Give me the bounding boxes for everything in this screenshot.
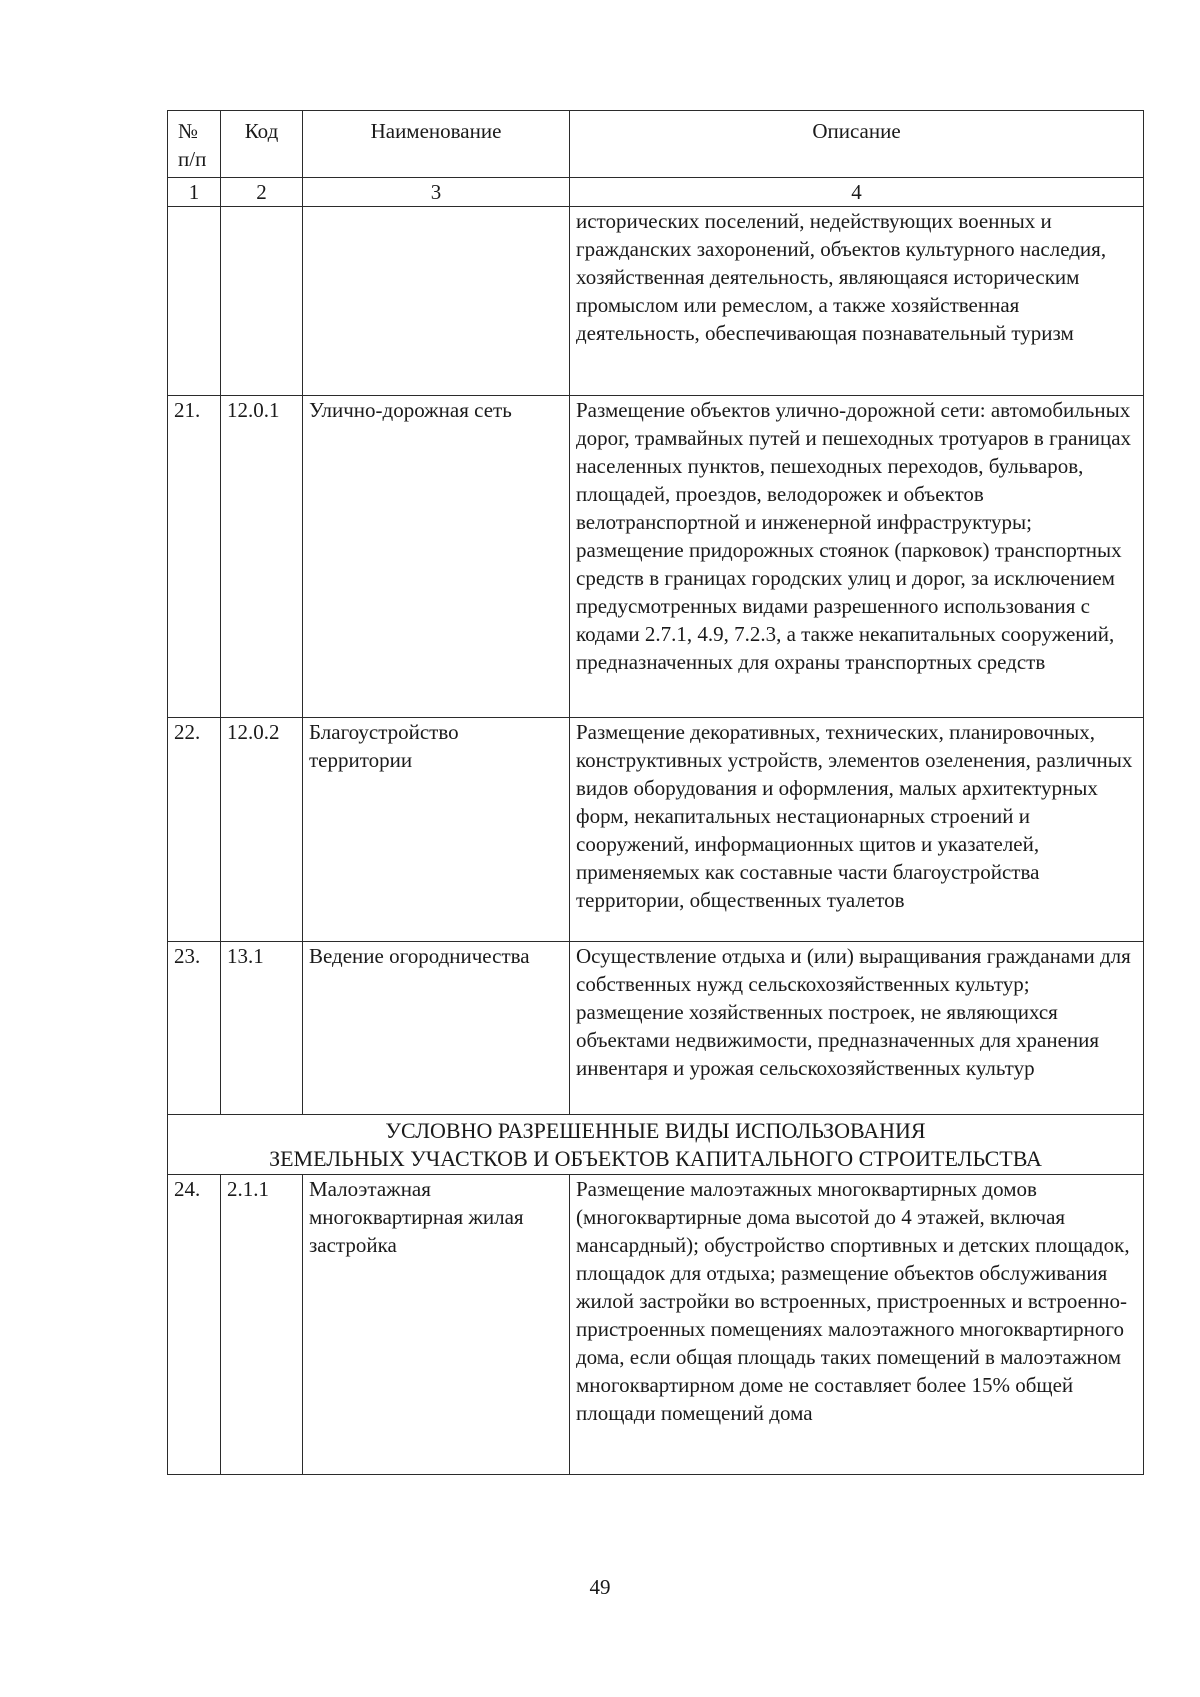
cell-num: 21. [168,396,221,718]
table-row [168,396,1144,718]
section-heading [168,1115,1144,1175]
section-heading-row [168,1115,1144,1175]
cell-description: Размещение малоэтажных многоквартирных домов (многоквартирные дома высотой до 4 этажей, включая мансардный); обустройство спортивных и детских площадок, площадок для отдыха; размещение объектов обслуживания жилой застройки во встроенных, пристроенных и встроенно-пристроенных помещениях малоэтажного многоквартирного дома, если общая площадь таких помещений в малоэтажном многоквартирном доме не составляет более 15% общей площади помещений дома [570,1175,1144,1475]
cell-num [168,207,221,396]
cell-num: 23. [168,942,221,1115]
header-number [168,111,221,178]
land-use-table [167,110,1144,1475]
cell-code: 13.1 [221,942,303,1115]
section-heading-line1: УСЛОВНО РАЗРЕШЕННЫЕ ВИДЫ ИСПОЛЬЗОВАНИЯ [385,1118,926,1143]
cell-name: Ведение огородничества [303,942,570,1115]
cell-description: Осуществление отдыха и (или) выращивания гражданами для собственных нужд сельскохозяйственных культур; размещение хозяйственных построек, не являющихся объектами недвижимости, предназначенных для хранения инвентаря и урожая сельскохозяйственных культур [570,942,1144,1115]
table-header-row [168,111,1144,178]
cell-code: 2.1.1 [221,1175,303,1475]
cell-name: Малоэтажная многоквартирная жилая застройка [303,1175,570,1475]
column-number: 1 [168,178,221,207]
table-row [168,942,1144,1115]
header-code: Код [221,111,303,178]
table-row [168,1175,1144,1475]
column-number: 2 [221,178,303,207]
cell-code [221,207,303,396]
column-number: 4 [570,178,1144,207]
header-number-line2: п/п [178,147,207,171]
cell-description: исторических поселений, недействующих военных и гражданских захоронений, объектов культурного наследия, хозяйственная деятельность, являющаяся историческим промыслом или ремеслом, а также хозяйственная деятельность, обеспечивающая познавательный туризм [570,207,1144,396]
cell-name: Благоустройство территории [303,718,570,942]
header-number-line1: № [178,119,199,143]
column-numbers-row [168,178,1144,207]
cell-name: Улично-дорожная сеть [303,396,570,718]
header-description: Описание [570,111,1144,178]
table-row [168,718,1144,942]
cell-code: 12.0.2 [221,718,303,942]
column-number: 3 [303,178,570,207]
cell-description: Размещение объектов улично-дорожной сети: автомобильных дорог, трамвайных путей и пешеходных тротуаров в границах населенных пунктов, пешеходных переходов, бульваров, площадей, проездов, велодорожек и объектов велотранспортной и инженерной инфраструктуры; размещение придорожных стоянок (парковок) транспортных средств в границах городских улиц и дорог, за исключением предусмотренных видами разрешенного использования с кодами 2.7.1, 4.9, 7.2.3, а также некапитальных сооружений, предназначенных для охраны транспортных средств [570,396,1144,718]
header-name: Наименование [303,111,570,178]
table-row-continuation [168,207,1144,396]
section-heading-line2: ЗЕМЕЛЬНЫХ УЧАСТКОВ И ОБЪЕКТОВ КАПИТАЛЬНОГО СТРОИТЕЛЬСТВА [269,1146,1042,1171]
cell-num: 22. [168,718,221,942]
page-number: 49 [589,1575,611,1599]
cell-name [303,207,570,396]
cell-code: 12.0.1 [221,396,303,718]
cell-num: 24. [168,1175,221,1475]
cell-description: Размещение декоративных, технических, планировочных, конструктивных устройств, элементов озеленения, различных видов оборудования и оформления, малых архитектурных форм, некапитальных нестационарных строений и сооружений, информационных щитов и указателей, применяемых как составные части благоустройства территории, общественных туалетов [570,718,1144,942]
